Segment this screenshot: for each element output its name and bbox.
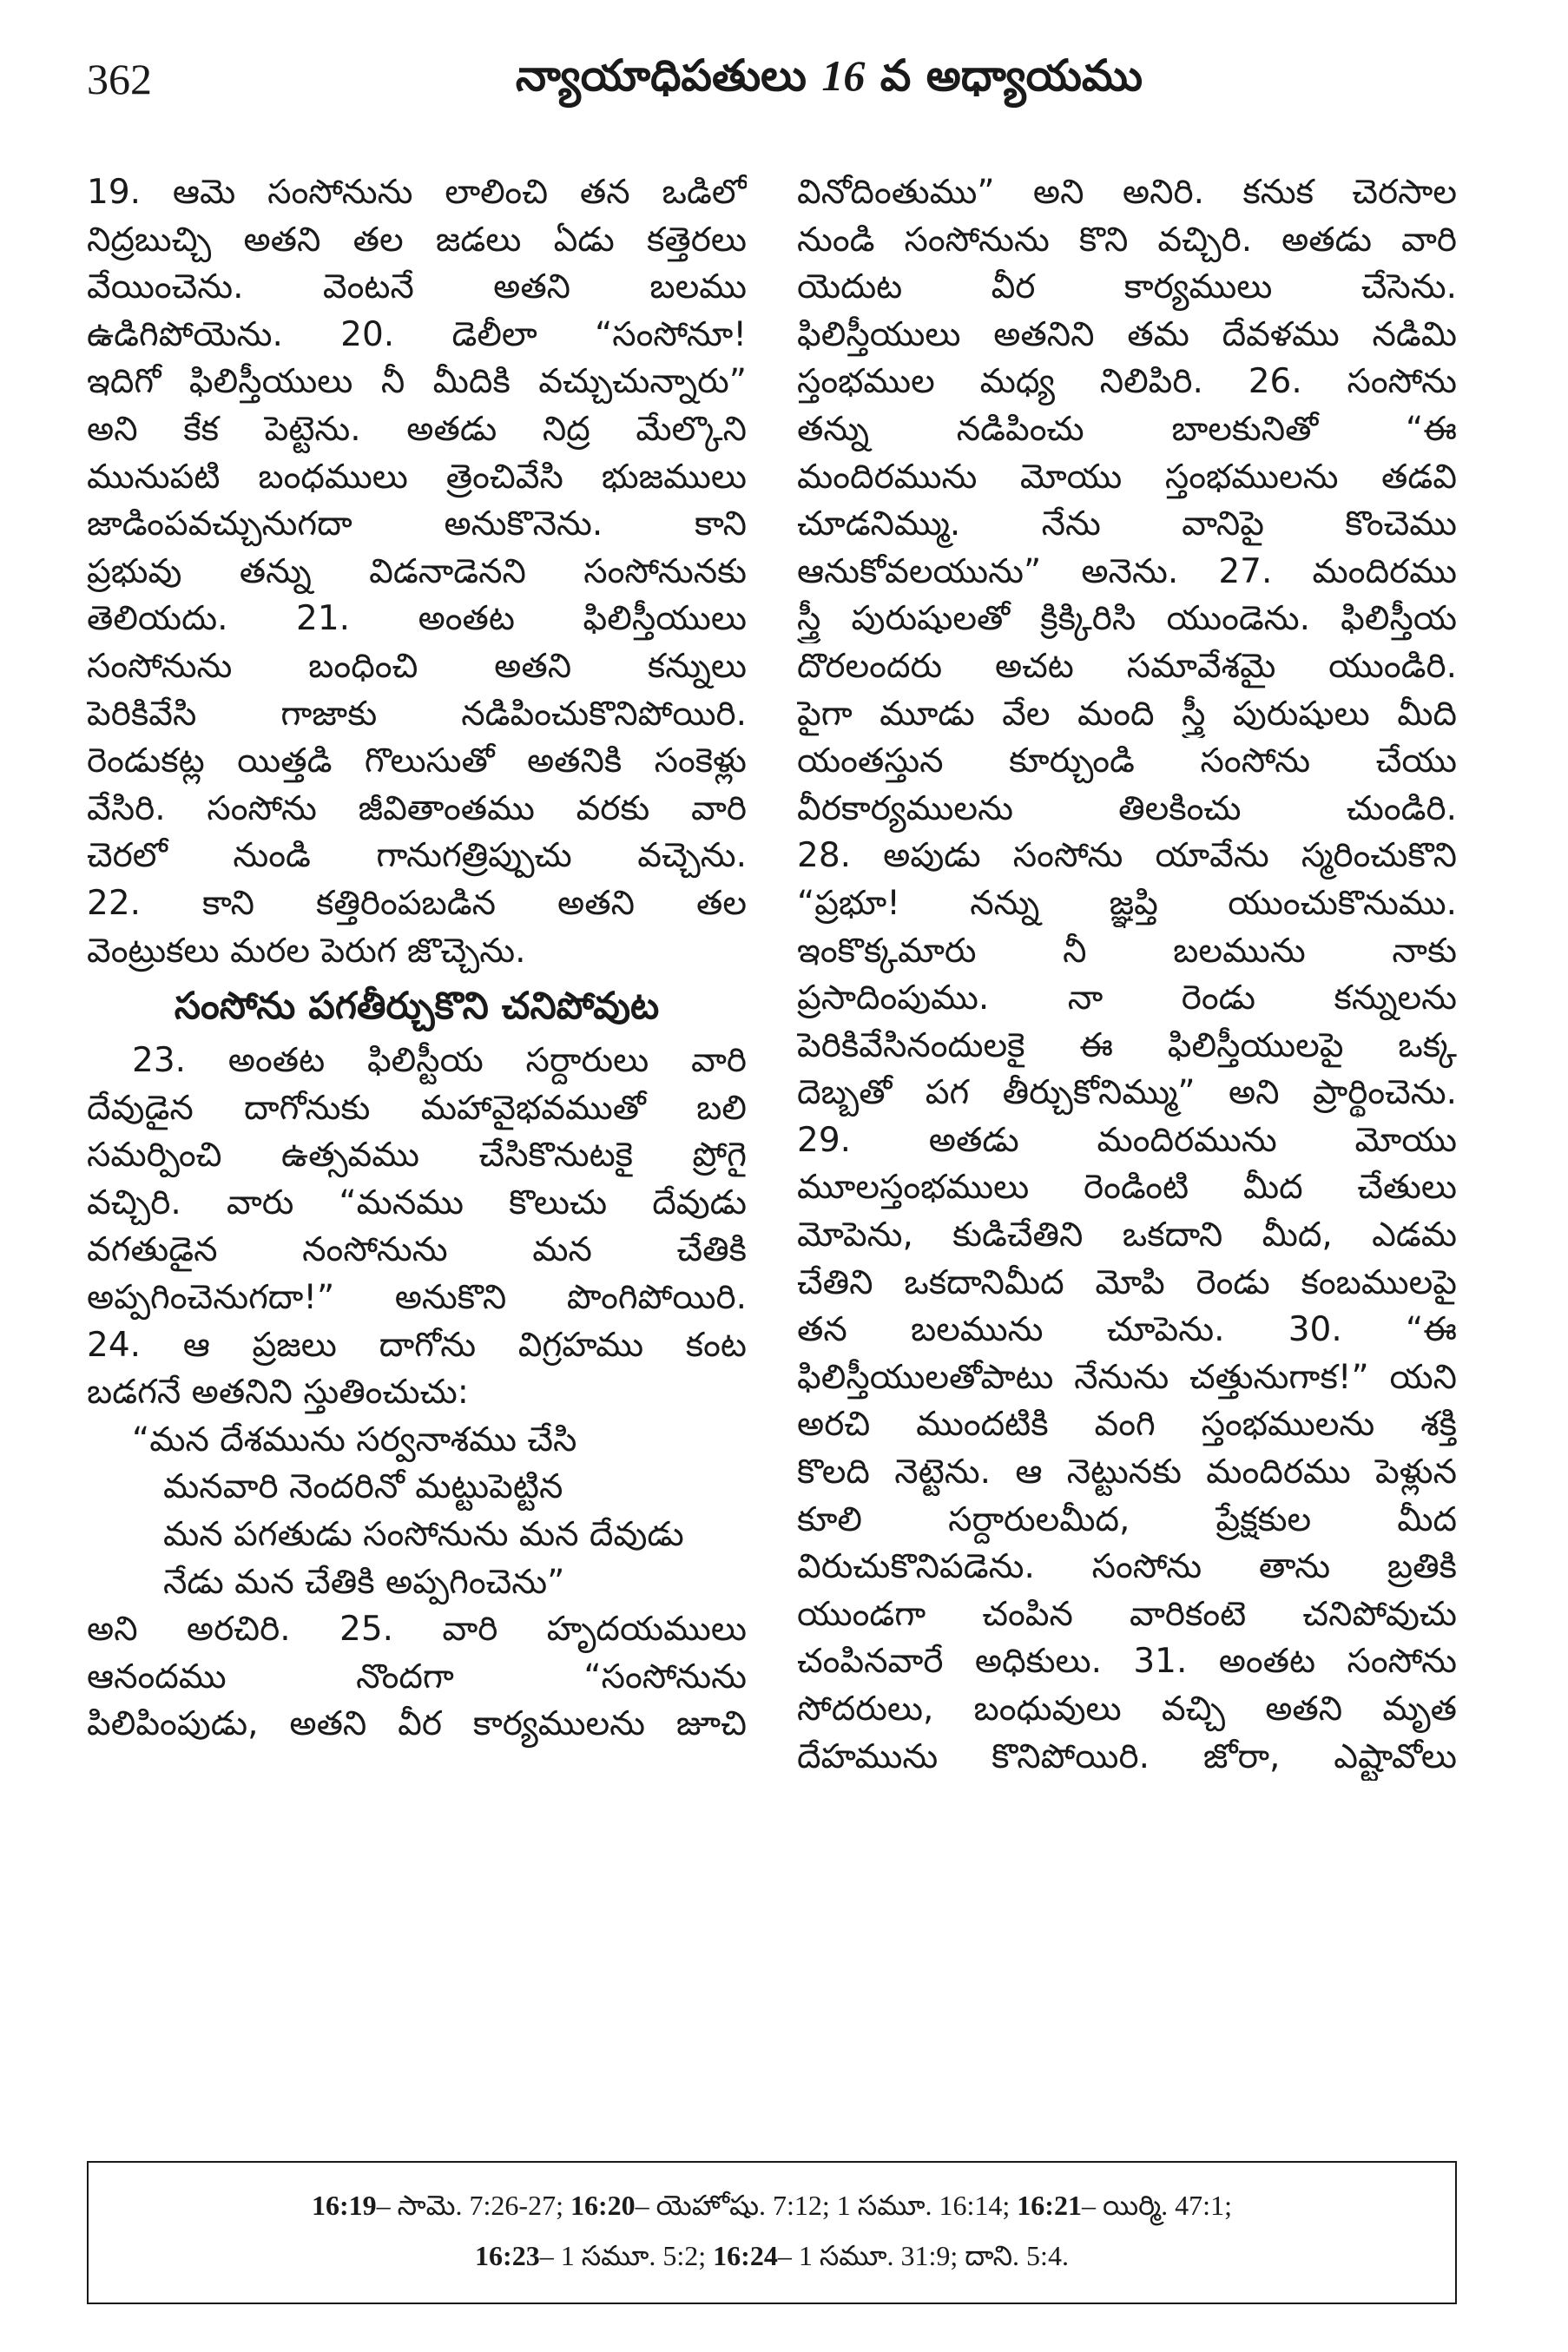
- text-line: వినోదింతుము” అని అనిరి. కనుక చెరసాల: [797, 173, 1457, 212]
- text-line: సమర్పించి ఉత్సవము చేసికొనుటకై ప్రోగై: [87, 1136, 747, 1176]
- text-line: దొరలందరు అచట సమావేశమై యుండిరి.: [797, 646, 1457, 686]
- left-column: [87, 169, 747, 1749]
- footnote-reference: 16:24: [713, 2240, 778, 2271]
- text-line: “ప్రభూ! నన్ను జ్ఞప్తి యుంచుకొనుము.: [797, 883, 1457, 923]
- text-line: పిలిపింపుడు, అతని వీర కార్యములను జూచి: [87, 1704, 747, 1744]
- footnote-reference: 16:21: [1017, 2190, 1082, 2221]
- text-line: ఫిలిస్తీయులతోపాటు నేనును చత్తునుగాక!” యని: [797, 1357, 1457, 1397]
- footnote-text: – యిర్మి. 47:1;: [1081, 2190, 1232, 2221]
- text-line: తెలియదు. 21. అంతట ఫిలిస్తీయులు: [87, 599, 747, 639]
- text-line: అరచి ముందటికి వంగి స్తంభములను శక్తి: [797, 1405, 1457, 1445]
- running-head-prefix: న్యాయాధిపతులు: [515, 50, 822, 101]
- text-line: తన్ను నడిపించు బాలకునితో “ఈ: [797, 409, 1457, 449]
- footnote-reference: 16:23: [475, 2240, 540, 2271]
- text-line: 19. ఆమె సంసోనును లాలించి తన ఒడిలో: [87, 173, 747, 212]
- text-line: పైగా మూడు వేల మంది స్త్రీ పురుషులు మీది: [797, 694, 1457, 734]
- footnote-text: – యెహోషు. 7:12; 1 సమూ. 16:14;: [635, 2190, 1018, 2221]
- text-line: పెరికివేసి గాజాకు నడిపించుకొనిపోయిరి.: [87, 694, 747, 734]
- section-heading: సంసోను పగతీర్చుకొని చనిపోవుట: [174, 985, 660, 1029]
- text-line: మూలస్తంభములు రెండింటి మీద చేతులు: [797, 1168, 1457, 1208]
- text-line: నుండి సంసోనును కొని వచ్చిరి. అతడు వారి: [797, 220, 1457, 260]
- text-line: దేహమును కొనిపోయిరి. జోరా, ఎష్టావోలు: [797, 1736, 1457, 1776]
- running-head-chapter: 16: [821, 51, 866, 100]
- text-line: వెంట్రుకలు మరల పెరుగ జొచ్చెను.: [87, 931, 526, 971]
- footnote-text: – సామె. 7:26-27;: [376, 2190, 570, 2221]
- text-line: వగతుడైన నంసోనును మన చేతికి: [87, 1230, 747, 1270]
- poetry-line: “మన దేశమును సర్వనాశము చేసి: [132, 1420, 577, 1459]
- footnote-box: [87, 2161, 1457, 2304]
- text-line: సంసోనును బంధించి అతని కన్నులు: [87, 646, 747, 686]
- footnote-text: – 1 సమూ. 5:2;: [539, 2240, 714, 2271]
- text-line: 29. అతడు మందిరమును మోయు: [797, 1120, 1457, 1160]
- text-line: సోదరులు, బంధువులు వచ్చి అతని మృత: [797, 1690, 1457, 1729]
- text-line: వచ్చిరి. వారు “మనము కొలుచు దేవుడు: [87, 1183, 747, 1222]
- poetry-line: మనవారి నెందరినో మట్టుపెట్టిన: [163, 1467, 563, 1507]
- footnote-line-1: [89, 2180, 1455, 2230]
- text-line: ఇంకొక్కమారు నీ బలమును నాకు: [797, 931, 1457, 971]
- text-line: చేతిని ఒకదానిమీద మోపి రెండు కంబములపై: [797, 1262, 1457, 1302]
- text-line: యంతస్తున కూర్చుండి సంసోను చేయు: [797, 741, 1457, 781]
- text-line: ప్రభువు తన్ను విడనాడెనని సంసోనునకు: [87, 551, 747, 591]
- running-head: [469, 50, 1189, 112]
- text-line: స్తంభముల మధ్య నిలిపిరి. 26. సంసోను: [797, 362, 1457, 402]
- text-line: వేయించెను. వెంటనే అతని బలము: [87, 267, 747, 307]
- text-line: చెరలో నుండి గానుగత్రిప్పుచు వచ్చెను.: [87, 836, 747, 876]
- text-line: రెండుకట్ల యిత్తడి గొలుసుతో అతనికి సంకెళ్లు: [87, 741, 747, 781]
- footnote-reference: 16:20: [570, 2190, 636, 2221]
- footnote-text: – 1 సమూ. 31:9; దాని. 5:4.: [777, 2240, 1069, 2271]
- text-line: ఫిలిస్తీయులు అతనిని తమ దేవళము నడిమి: [797, 314, 1457, 354]
- text-line: దేవుడైన దాగోనుకు మహావైభవముతో బలి: [87, 1088, 747, 1128]
- text-line: బడగనే అతనిని స్తుతించుచు:: [87, 1373, 469, 1413]
- text-line: యెదుట వీర కార్యములు చేసెను.: [797, 267, 1457, 307]
- text-line: ఉడిగిపోయెను. 20. డెలీలా “సంసోనూ!: [87, 314, 747, 354]
- text-line: 28. అపుడు సంసోను యావేను స్మరించుకొని: [797, 836, 1457, 876]
- footnote-line-2: [89, 2230, 1455, 2281]
- text-line: కూలి సర్దారులమీద, ప్రేక్షకుల మీద: [797, 1499, 1457, 1539]
- poetry-line: నేడు మన చేతికి అప్పగించెను”: [163, 1562, 565, 1602]
- text-line: ఆనందము నొందగా “సంసోనును: [87, 1657, 747, 1696]
- text-line: వీరకార్యములను తిలకించు చుండిరి.: [797, 788, 1457, 828]
- text-line: ఇదిగో ఫిలిస్తీయులు నీ మీదికి వచ్చుచున్నారు”: [87, 362, 747, 402]
- poetry-line: మన పగతుడు సంసోనును మన దేవుడు: [163, 1515, 684, 1555]
- running-head-suffix: వ అధ్యాయము: [865, 50, 1143, 101]
- text-line: జాడింపవచ్చునుగదా అనుకొనెను. కాని: [87, 504, 747, 544]
- text-line: 24. ఆ ప్రజలు దాగోను విగ్రహము కంట: [87, 1325, 747, 1365]
- text-line: నిద్రబుచ్చి అతని తల జడలు ఏడు కత్తెరలు: [87, 220, 747, 260]
- right-column: [797, 169, 1457, 1781]
- text-line: యుండగా చంపిన వారికంటె చనిపోవుచు: [797, 1594, 1457, 1634]
- text-line: మందిరమును మోయు స్తంభములను తడవి: [797, 457, 1457, 497]
- text-line: 23. అంతట ఫిలిస్టీయ సర్దారులు వారి: [132, 1041, 747, 1081]
- text-line: తన బలమును చూపెను. 30. “ఈ: [797, 1310, 1457, 1350]
- page-number: 362: [87, 55, 152, 103]
- text-line: అని కేక పెట్టెను. అతడు నిద్ర మేల్కొని: [87, 409, 747, 449]
- text-line: చంపినవారే అధికులు. 31. అంతట సంసోను: [797, 1642, 1457, 1682]
- text-line: పెరికివేసినందులకై ఈ ఫిలిస్తీయులపై ఒక్క: [797, 1025, 1457, 1065]
- text-line: చూడనిమ్ము. నేను వానిపై కొంచెము: [797, 504, 1457, 544]
- text-line: వేసిరి. సంసోను జీవితాంతము వరకు వారి: [87, 788, 747, 828]
- text-line: అని అరచిరి. 25. వారి హృదయములు: [87, 1610, 747, 1650]
- text-line: దెబ్బతో పగ తీర్చుకోనిమ్ము” అని ప్రార్థించెను.: [797, 1073, 1457, 1113]
- text-line: ప్రసాదింపుము. నా రెండు కన్నులను: [797, 978, 1457, 1018]
- text-line: విరుచుకొనిపడెను. సంసోను తాను బ్రతికి: [797, 1547, 1457, 1587]
- text-line: కొలది నెట్టెను. ఆ నెట్టునకు మందిరము పెళ్లున: [797, 1453, 1457, 1492]
- text-line: ఆనుకోవలయును” అనెను. 27. మందిరము: [797, 551, 1457, 591]
- text-line: స్త్రీ పురుషులతో క్రిక్కిరిసి యుండెను. ఫిలిస్తీయ: [797, 599, 1457, 639]
- text-line: 22. కాని కత్తిరింపబడిన అతని తల: [87, 883, 747, 923]
- text-line: అప్పగించెనుగదా!” అనుకొని పొంగిపోయిరి.: [87, 1278, 747, 1318]
- text-line: మోపెను, కుడిచేతిని ఒకదాని మీద, ఎడమ: [797, 1216, 1457, 1255]
- footnote-reference: 16:19: [312, 2190, 377, 2221]
- text-line: మునుపటి బంధములు త్రెంచివేసి భుజములు: [87, 457, 747, 497]
